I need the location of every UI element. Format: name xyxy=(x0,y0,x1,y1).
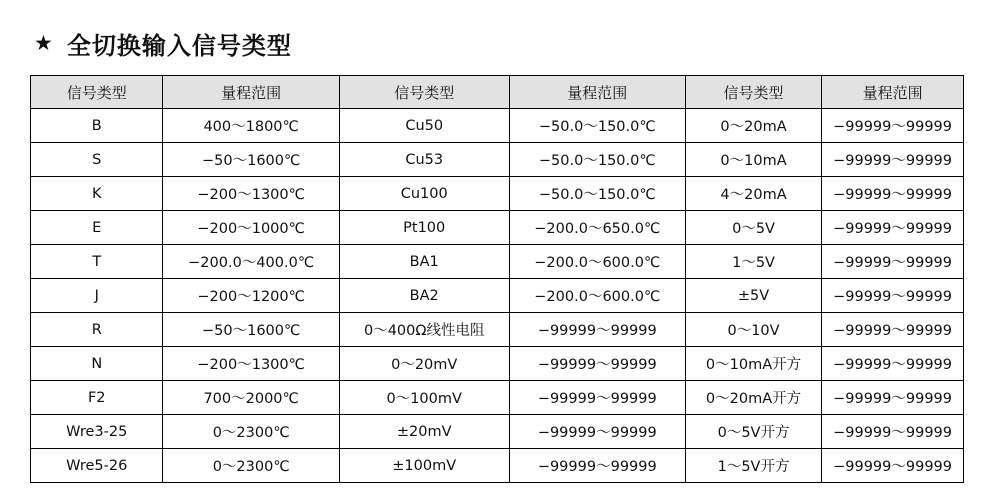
table-cell: 0～5V xyxy=(685,211,821,245)
table-cell: R xyxy=(31,313,163,347)
table-body xyxy=(31,109,964,483)
table-cell: −99999～99999 xyxy=(509,449,685,483)
table-cell: 0～20mA开方 xyxy=(685,381,821,415)
table-cell: B xyxy=(31,109,163,143)
table-cell: 0～5V开方 xyxy=(685,415,821,449)
table-cell: 0～20mV xyxy=(339,347,509,381)
table-cell: ±5V xyxy=(685,279,821,313)
table-cell: Wre3-25 xyxy=(31,415,163,449)
table-cell: 0～10V xyxy=(685,313,821,347)
table-cell: Cu100 xyxy=(339,177,509,211)
page-title-text: 全切换输入信号类型 xyxy=(66,32,292,60)
page-title xyxy=(34,26,962,61)
table-cell: −99999～99999 xyxy=(822,109,964,143)
table-cell: −200.0～600.0℃ xyxy=(509,279,685,313)
table-cell: 1～5V xyxy=(685,245,821,279)
table-cell: BA2 xyxy=(339,279,509,313)
table-cell: 0～10mA xyxy=(685,143,821,177)
column-header: 信号类型 xyxy=(31,76,163,109)
table-cell: ±20mV xyxy=(339,415,509,449)
table-cell: −99999～99999 xyxy=(509,313,685,347)
table-cell: J xyxy=(31,279,163,313)
table-cell: Pt100 xyxy=(339,211,509,245)
column-header: 信号类型 xyxy=(685,76,821,109)
table-cell: −200.0～600.0℃ xyxy=(509,245,685,279)
table-cell: 700～2000℃ xyxy=(163,381,339,415)
table-cell: 4～20mA xyxy=(685,177,821,211)
table-cell: −200.0～400.0℃ xyxy=(163,245,339,279)
table-cell: Cu53 xyxy=(339,143,509,177)
table-cell: 0～100mV xyxy=(339,381,509,415)
table-cell: −200.0～650.0℃ xyxy=(509,211,685,245)
table-cell: −99999～99999 xyxy=(822,279,964,313)
table-cell: Cu50 xyxy=(339,109,509,143)
table-cell: −99999～99999 xyxy=(822,347,964,381)
table-cell: −99999～99999 xyxy=(509,415,685,449)
table-row xyxy=(31,313,964,347)
table-cell: −200～1200℃ xyxy=(163,279,339,313)
table-row xyxy=(31,211,964,245)
table-row xyxy=(31,109,964,143)
table-cell: 0～20mA xyxy=(685,109,821,143)
table-cell: −200～1300℃ xyxy=(163,177,339,211)
table-cell: −200～1300℃ xyxy=(163,347,339,381)
table-header xyxy=(31,76,964,109)
table-cell: Wre5-26 xyxy=(31,449,163,483)
table-cell: −50.0～150.0℃ xyxy=(509,177,685,211)
table-cell: ±100mV xyxy=(339,449,509,483)
table-row xyxy=(31,381,964,415)
table-row xyxy=(31,177,964,211)
table-cell: −99999～99999 xyxy=(822,177,964,211)
table-cell: −99999～99999 xyxy=(822,245,964,279)
column-header: 量程范围 xyxy=(822,76,964,109)
table-cell: −99999～99999 xyxy=(822,415,964,449)
table-cell: −99999～99999 xyxy=(822,143,964,177)
table-cell: S xyxy=(31,143,163,177)
table-cell: −99999～99999 xyxy=(822,211,964,245)
table-cell: 0～10mA开方 xyxy=(685,347,821,381)
table-cell: T xyxy=(31,245,163,279)
table-cell: −99999～99999 xyxy=(509,347,685,381)
column-header: 量程范围 xyxy=(163,76,339,109)
table-cell: N xyxy=(31,347,163,381)
table-cell: −99999～99999 xyxy=(822,313,964,347)
table-cell: −99999～99999 xyxy=(509,381,685,415)
table-row xyxy=(31,245,964,279)
table-cell: −99999～99999 xyxy=(822,381,964,415)
table-row xyxy=(31,347,964,381)
table-cell: −50.0～150.0℃ xyxy=(509,143,685,177)
table-cell: 1～5V开方 xyxy=(685,449,821,483)
table-cell: K xyxy=(31,177,163,211)
table-cell: −200～1000℃ xyxy=(163,211,339,245)
table-cell: 400～1800℃ xyxy=(163,109,339,143)
table-row xyxy=(31,415,964,449)
star-icon: ★ xyxy=(34,31,53,55)
table-header-row xyxy=(31,76,964,109)
table-cell: −50～1600℃ xyxy=(163,313,339,347)
table-row xyxy=(31,143,964,177)
column-header: 量程范围 xyxy=(509,76,685,109)
table-cell: E xyxy=(31,211,163,245)
table-cell: F2 xyxy=(31,381,163,415)
table-cell: 0～2300℃ xyxy=(163,415,339,449)
table-cell: −50～1600℃ xyxy=(163,143,339,177)
table-cell: −50.0～150.0℃ xyxy=(509,109,685,143)
table-cell: 0～400Ω线性电阻 xyxy=(339,313,509,347)
table-row xyxy=(31,449,964,483)
table-cell: 0～2300℃ xyxy=(163,449,339,483)
table-row xyxy=(31,279,964,313)
signal-type-table xyxy=(30,75,964,483)
table-cell: BA1 xyxy=(339,245,509,279)
column-header: 信号类型 xyxy=(339,76,509,109)
table-cell: −99999～99999 xyxy=(822,449,964,483)
